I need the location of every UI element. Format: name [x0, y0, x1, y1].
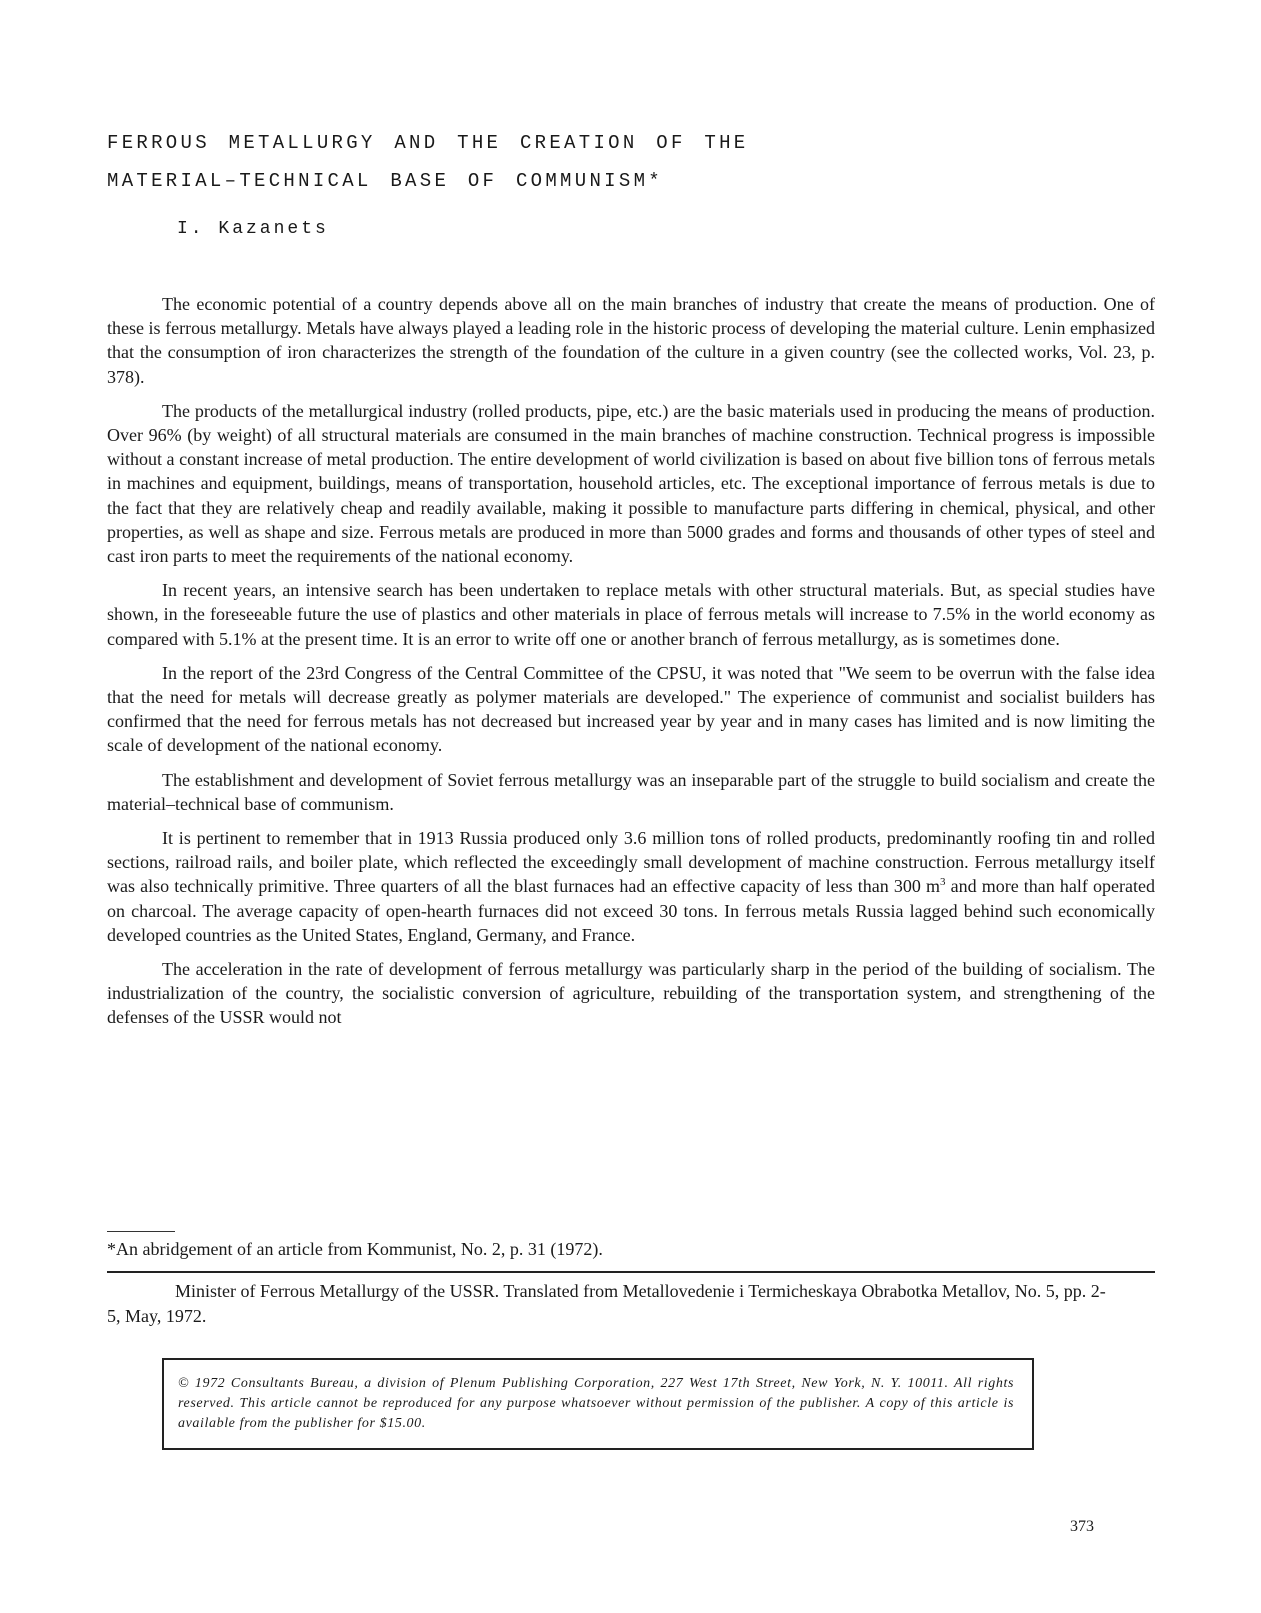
paragraph: In recent years, an intensive search has been undertaken to replace metals with other structural materials. But, as special studies have shown, in the foreseeable future the use of plastics and other materials in place of ferrous metals will increase to 7.5% in the world economy as compared with 5.1% at the present time. It is an error to write off one or another branch of ferrous metallurgy, as is sometimes done. [107, 580, 1155, 649]
author-affiliation-note: Minister of Ferrous Metallurgy of the USSR. Translated from Metallovedenie i Termicheskaya Obrabotka Metallov, No. 5, pp. 2-5, May, 1972. [107, 1281, 1106, 1326]
article-title-line-1: FERROUS METALLURGY AND THE CREATION OF THE [107, 132, 749, 154]
copyright-notice-box [162, 1358, 1034, 1450]
paragraph [107, 826, 1155, 947]
article-body [107, 292, 1155, 1040]
superscript: 3 [939, 876, 946, 889]
paragraph: The acceleration in the rate of development of ferrous metallurgy was particularly sharp in the period of the building of socialism. The industrialization of the country, the socialistic conversion of agriculture, rebuilding of the transportation system, and strengthening of the defenses of the USSR would not [107, 959, 1155, 1028]
paragraph-text: and more than half operated on charcoal. The average capacity of open-hearth furnaces did not exceed 30 tons. In ferrous metals Russia lagged behind such economically developed countries as the United States, England, Germany, and France. [107, 876, 1155, 945]
article-title-line-2: MATERIAL–TECHNICAL BASE OF COMMUNISM* [107, 170, 663, 192]
footnote: *An abridgement of an article from Kommunist, No. 2, p. 31 (1972). [107, 1239, 603, 1259]
paragraph: In the report of the 23rd Congress of the Central Committee of the CPSU, it was noted that "We seem to be overrun with the false idea that the need for metals will decrease greatly as polymer materials are developed." The experience of communist and socialist builders has confirmed that the need for ferrous metals has not decreased but increased year by year and in many cases has limited and is now limiting the scale of development of the national economy. [107, 662, 1155, 756]
paragraph: The establishment and development of Soviet ferrous metallurgy was an inseparable part of the struggle to build socialism and create the material–technical base of communism. [107, 769, 1155, 814]
section-divider [107, 1271, 1155, 1273]
paragraph: The products of the metallurgical industry (rolled products, pipe, etc.) are the basic materials used in producing the means of production. Over 96% (by weight) of all structural materials are consumed in the main branches of machine construction. Technical progress is impossible without a constant increase of metal production. The entire development of world civilization is based on about five billion tons of ferrous metals in machines and equipment, buildings, means of transportation, household articles, etc. The exceptional importance of ferrous metals is due to the fact that they are relatively cheap and readily available, making it possible to manufacture parts differing in chemical, physical, and other properties, as well as shape and size. Ferrous metals are produced in more than 5000 grades and forms and thousands of other types of steel and cast iron parts to meet the requirements of the national economy. [107, 400, 1155, 567]
copyright-text: © 1972 Consultants Bureau, a division of Plenum Publishing Corporation, 227 West 17th Street, New York, N. Y. 10011. All rights reserved. This article cannot be reproduced for any purpose whatsoever without permission of the publisher. A copy of this article is available from the publisher for $15.00. [178, 1376, 1014, 1431]
footnote-divider [107, 1231, 175, 1232]
paragraph-text: It is pertinent to remember that in 1913 Russia produced only 3.6 million tons of rolled products, predominantly roofing tin and rolled sections, railroad rails, and boiler plate, which reflected the exceedingly small development of machine construction. Ferrous metallurgy itself was also technically primitive. Three quarters of all the blast furnaces had an effective capacity of less than 300 m [107, 828, 1155, 897]
page-number: 373 [1070, 1518, 1094, 1535]
author-name: I. Kazanets [177, 219, 329, 239]
paragraph: The economic potential of a country depends above all on the main branches of industry that create the means of production. One of these is ferrous metallurgy. Metals have always played a leading role in the historic process of developing the material culture. Lenin emphasized that the consumption of iron characterizes the strength of the foundation of the culture in a given country (see the collected works, Vol. 23, p. 378). [107, 294, 1155, 387]
